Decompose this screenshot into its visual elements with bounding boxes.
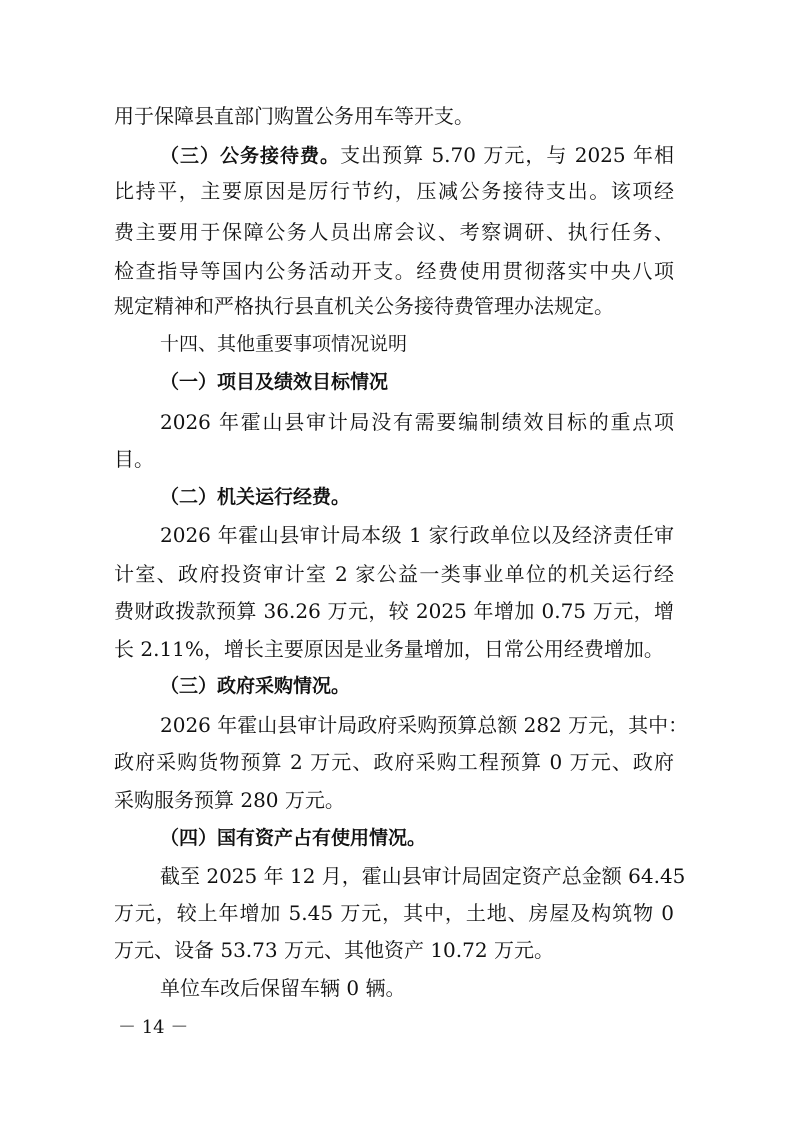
body-line: 长 2.11%，增长主要原因是业务量增加，日常公用经费增加。 <box>114 637 664 661</box>
body-line: 截至 2025 年 12 月，霍山县审计局固定资产总金额 64.45 <box>160 864 686 888</box>
body-text: 支出预算 5.70 万元，与 2025 年相 <box>340 143 674 167</box>
body-line: 比持平，主要原因是厉行节约，压减公务接待支出。该项经 <box>114 179 674 203</box>
body-line: 费主要用于保障公务人员出席会议、考察调研、执行任务、 <box>114 220 674 244</box>
body-line: 2026 年霍山县审计局本级 1 家行政单位以及经济责任审 <box>160 523 674 547</box>
body-line: 计室、政府投资审计室 2 家公益一类事业单位的机关运行经 <box>114 562 674 586</box>
body-line: 万元、设备 53.73 万元、其他资产 10.72 万元。 <box>114 938 554 962</box>
body-line: 用于保障县直部门购置公务用车等开支。 <box>114 104 474 128</box>
body-line: 2026 年霍山县审计局没有需要编制绩效目标的重点项 <box>160 410 674 434</box>
body-line: 费财政拨款预算 36.26 万元，较 2025 年增加 0.75 万元，增 <box>114 599 674 623</box>
body-line: 检查指导等国内公务活动开支。经费使用贯彻落实中央八项 <box>114 259 674 283</box>
body-line-vehicles: 单位车改后保留车辆 0 辆。 <box>160 976 406 1000</box>
body-line: 万元，较上年增加 5.45 万元，其中，土地、房屋及构筑物 0 <box>114 901 674 925</box>
paragraph-hospitality-first-line <box>160 142 674 169</box>
body-line: 采购服务预算 280 万元。 <box>114 788 345 812</box>
section-heading-other-matters: 十四、其他重要事项情况说明 <box>160 333 408 355</box>
body-line: 规定精神和严格执行县直机关公务接待费管理办法规定。 <box>114 294 614 318</box>
body-line: 2026 年霍山县审计局政府采购预算总额 282 万元，其中： <box>160 713 689 737</box>
body-line: 政府采购货物预算 2 万元、政府采购工程预算 0 万元、政府 <box>114 750 674 774</box>
section-heading-hospitality: （三）公务接待费。 <box>160 145 341 167</box>
subsection-heading-procurement: （三）政府采购情况。 <box>160 675 351 697</box>
subsection-heading-operating-funds: （二）机关运行经费。 <box>160 486 351 508</box>
page-number: － 14 － <box>118 1017 189 1038</box>
subsection-heading-performance: （一）项目及绩效目标情况 <box>160 371 389 393</box>
subsection-heading-state-assets: （四）国有资产占有使用情况。 <box>160 827 427 849</box>
body-line: 目。 <box>114 447 154 471</box>
